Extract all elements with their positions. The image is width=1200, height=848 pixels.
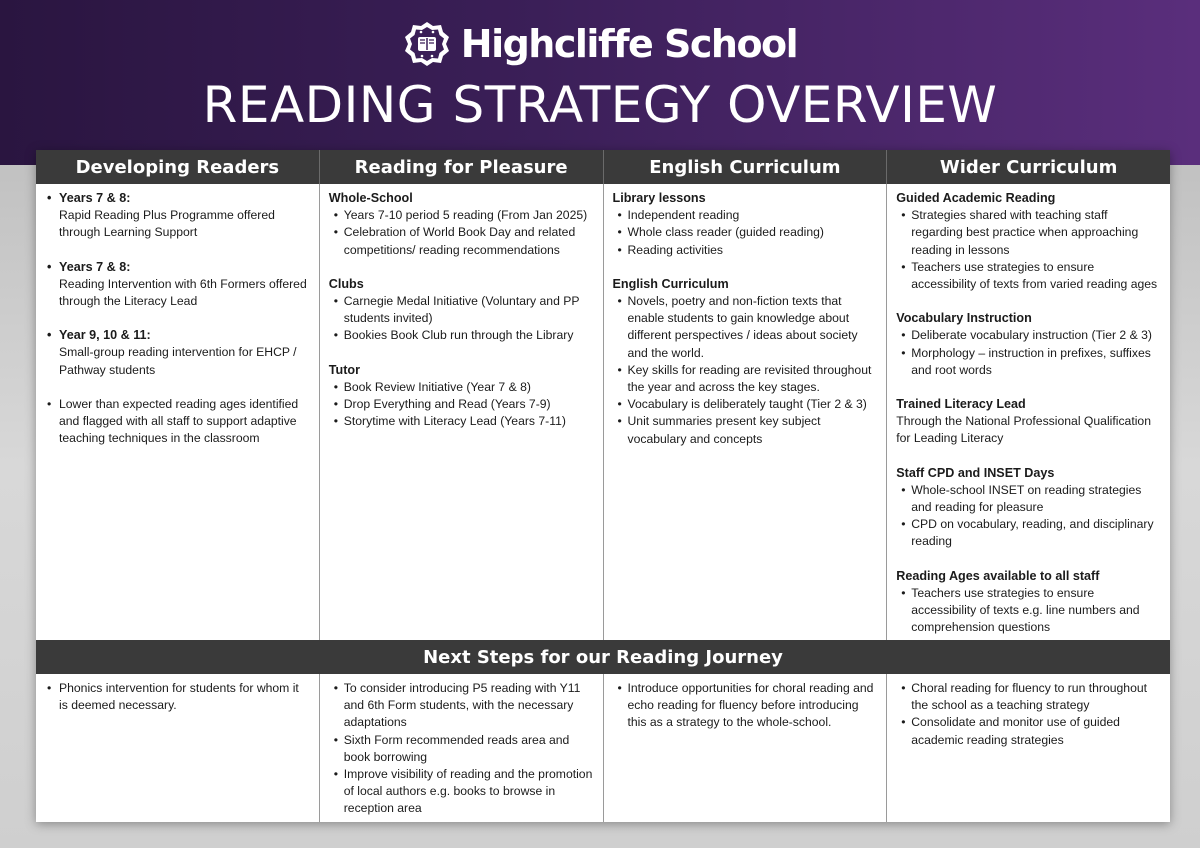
list-item: • Whole class reader (guided reading) (613, 224, 879, 241)
developing-section-4 (45, 396, 311, 448)
developing-section-1 (45, 190, 311, 242)
strategy-table (36, 150, 1170, 822)
list-item: • Celebration of World Book Day and related competitions/ reading recommendations (329, 224, 595, 258)
list-item: • Drop Everything and Read (Years 7-9) (329, 396, 595, 413)
next-steps-wider-cell (887, 674, 1170, 822)
school-brand (0, 18, 1200, 70)
developing-readers-cell (36, 184, 320, 640)
list-item: • To consider introducing P5 reading with Y11 and 6th Form students, with the necessary adaptations (329, 680, 595, 732)
section-title: Vocabulary Instruction (896, 311, 1032, 326)
section-title: • Year 9, 10 & 11: (45, 327, 311, 344)
developing-section-2 (45, 259, 311, 311)
section-title: • Years 7 & 8: (45, 259, 311, 276)
library-lessons-section (613, 190, 879, 259)
list-item: • Years 7-10 period 5 reading (From Jan 2025) (329, 207, 595, 224)
section-title: Trained Literacy Lead (896, 397, 1026, 412)
english-curriculum-section (613, 276, 879, 448)
developing-section-3 (45, 327, 311, 379)
column-heading-reading-for-pleasure: Reading for Pleasure (320, 150, 604, 184)
section-text: through Learning Support (59, 225, 198, 240)
school-name: Highcliffe School (460, 22, 798, 66)
list-item: • Deliberate vocabulary instruction (Tier 2 & 3) (896, 327, 1162, 344)
list-item: • Phonics intervention for students for whom it is deemed necessary. (45, 680, 311, 714)
next-steps-pleasure-cell (320, 674, 604, 822)
list-item: • Independent reading (613, 207, 879, 224)
column-heading-wider-curriculum: Wider Curriculum (939, 156, 1118, 178)
list-item: • Introduce opportunities for choral reading and echo reading for fluency before introducing this as a strategy to the whole-school. (613, 680, 879, 732)
staff-cpd-section (896, 465, 1162, 551)
header-banner (0, 0, 1200, 165)
list-item: • Whole-school INSET on reading strategies and reading for pleasure (896, 482, 1162, 516)
column-heading-developing-readers: Developing Readers (36, 150, 320, 184)
list-item: • Morphology – instruction in prefixes, suffixes and root words (896, 345, 1162, 379)
list-item: • Choral reading for fluency to run throughout the school as a teaching strategy (896, 680, 1162, 714)
section-text: Pathway students (59, 362, 156, 377)
column-header-row (36, 150, 1170, 184)
section-title: • Years 7 & 8: (45, 190, 311, 207)
section-text: and flagged with all staff to support adaptive (59, 414, 297, 429)
tutor-section (329, 362, 595, 431)
english-curriculum-cell (604, 184, 888, 640)
next-steps-heading: Next Steps for our Reading Journey (36, 640, 1170, 674)
next-steps-row (36, 674, 1170, 822)
list-item: • Book Review Initiative (Year 7 & 8) (329, 379, 595, 396)
section-text: Reading Intervention with 6th Formers offered (59, 276, 307, 291)
section-title: Library lessons (612, 191, 706, 205)
next-steps-developing-cell (36, 674, 320, 822)
strategy-body-row (36, 184, 1170, 640)
trained-literacy-lead-section (896, 396, 1162, 448)
vocabulary-instruction-section (896, 310, 1162, 379)
list-item: • Unit summaries present key subject vocabulary and concepts (613, 413, 879, 447)
section-title: Staff CPD and INSET Days (896, 465, 1055, 480)
list-item: • Reading activities (613, 242, 879, 259)
list-item: • Teachers use strategies to ensure accessibility of texts e.g. line numbers and comprehension questions (896, 585, 1162, 637)
column-heading-english-curriculum: English Curriculum (604, 150, 888, 184)
reading-ages-section (896, 568, 1162, 637)
list-item: • Strategies shared with teaching staff regarding best practice when approaching reading in lessons (896, 207, 1162, 259)
list-item: • Carnegie Medal Initiative (Voluntary and PP students invited) (329, 293, 595, 327)
section-title: Tutor (328, 362, 360, 377)
section-text: Small-group reading intervention for EHCP / (59, 345, 297, 360)
school-crest-logo (403, 20, 451, 68)
section-text: • Lower than expected reading ages identified (45, 396, 311, 413)
page-title: READING STRATEGY OVERVIEW (202, 76, 998, 134)
section-text: through the Literacy Lead (59, 294, 198, 309)
list-item: • Key skills for reading are revisited throughout the year and across the key stages. (613, 362, 879, 396)
guided-academic-reading-section (896, 190, 1162, 293)
section-text: Rapid Reading Plus Programme offered (59, 208, 275, 223)
clubs-section (329, 276, 595, 345)
list-item: • Vocabulary is deliberately taught (Tier 2 & 3) (613, 396, 879, 413)
list-item: • Storytime with Literacy Lead (Years 7-11) (329, 413, 595, 430)
list-item: • Sixth Form recommended reads area and book borrowing (329, 732, 595, 766)
section-title: English Curriculum (612, 276, 729, 291)
section-text: Through the National Professional Qualification for Leading Literacy (896, 414, 1151, 446)
section-text: teaching techniques in the classroom (59, 431, 260, 446)
section-title: Reading Ages available to all staff (896, 568, 1100, 583)
list-item: • Bookies Book Club run through the Library (329, 327, 595, 344)
list-item: • Novels, poetry and non-fiction texts that enable students to gain knowledge about different perspectives / ideas about society and the world. (613, 293, 879, 362)
section-title: Clubs (328, 276, 364, 291)
section-title: Guided Academic Reading (896, 191, 1056, 205)
next-steps-english-cell (604, 674, 888, 822)
list-item: • Improve visibility of reading and the promotion of local authors e.g. books to browse in reception area (329, 766, 595, 818)
section-title: Whole-School (328, 191, 413, 205)
whole-school-section (329, 190, 595, 259)
wider-curriculum-cell (887, 184, 1170, 640)
reading-for-pleasure-cell (320, 184, 604, 640)
list-item: • Consolidate and monitor use of guided academic reading strategies (896, 714, 1162, 748)
list-item: • CPD on vocabulary, reading, and disciplinary reading (896, 516, 1162, 550)
list-item: • Teachers use strategies to ensure accessibility of texts from varied reading ages (896, 259, 1162, 293)
